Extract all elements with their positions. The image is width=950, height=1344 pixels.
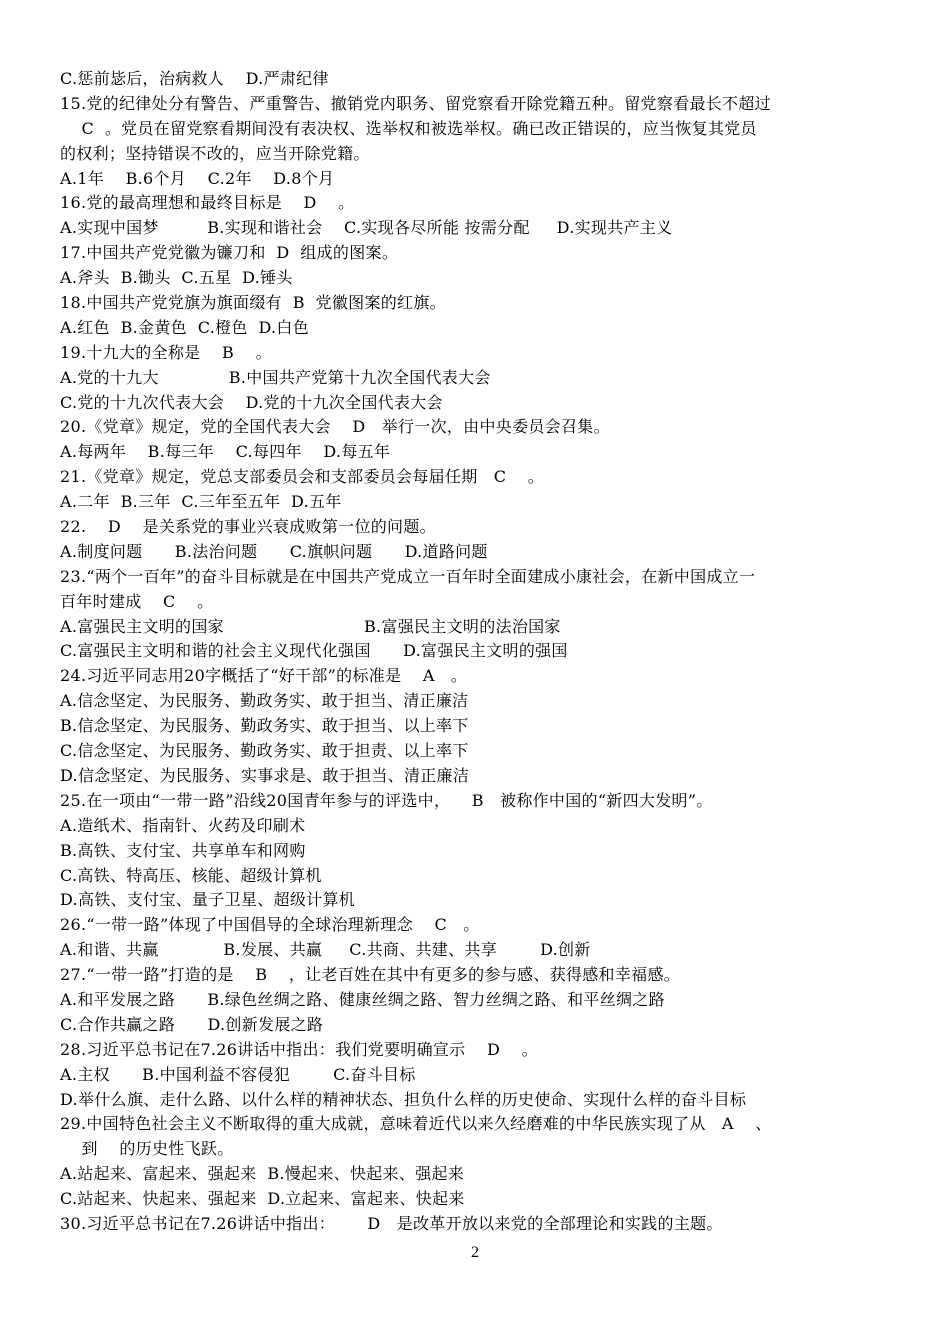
text-line: A.实现中国梦 B.实现和谐社会 C.实现各尽所能 按需分配 D.实现共产主义 (60, 218, 673, 238)
text-line: 到 的历史性飞跃。 (60, 1139, 234, 1159)
text-line: 的权利；坚持错误不改的，应当开除党籍。 (60, 143, 370, 163)
text-line: A.和平发展之路 B.绿色丝绸之路、健康丝绸之路、智力丝绸之路、和平丝绸之路 (60, 989, 665, 1009)
text-line: C.富强民主文明和谐的社会主义现代化强国 D.富强民主文明的强国 (60, 641, 568, 661)
text-line: A.造纸术、指南针、火药及印刷术 (60, 815, 306, 835)
text-line: 22. D 是关系党的事业兴衰成败第一位的问题。 (60, 517, 436, 537)
text-line: 20.《党章》规定，党的全国代表大会 D 举行一次，由中央委员会召集。 (60, 417, 610, 437)
text-line: C 。党员在留党察看期间没有表决权、选举权和被选举权。确已改正错误的，应当恢复其党员 (60, 118, 757, 138)
text-line: 29.中国特色社会主义不断取得的重大成就，意味着近代以来久经磨难的中华民族实现了从 A 、 (60, 1114, 772, 1134)
text-line: A.二年 B.三年 C.三年至五年 D.五年 (60, 492, 342, 512)
text-line: 18.中国共产党党旗为旗面缀有 B 党徽图案的红旗。 (60, 293, 446, 313)
text-line: C.党的十九次代表大会 D.党的十九次全国代表大会 (60, 392, 443, 412)
text-line: 25.在一项由“一带一路”沿线20国青年参与的评选中， B 被称作中国的“新四大发明”。 (60, 790, 713, 810)
text-line: C.高铁、特高压、核能、超级计算机 (60, 865, 322, 885)
text-line: A.主权 B.中国利益不容侵犯 C.奋斗目标 (60, 1064, 416, 1084)
text-line: C.惩前毖后，治病救人 D.严肃纪律 (60, 69, 329, 88)
text-line: C.站起来、快起来、强起来 D.立起来、富起来、快起来 (60, 1189, 465, 1209)
text-line: D.举什么旗、走什么路、以什么样的精神状态、担负什么样的历史使命、实现什么样的奋斗目标 (60, 1089, 747, 1109)
text-line: A.和谐、共赢 B.发展、共赢 C.共商、共建、共享 D.创新 (60, 940, 591, 960)
text-line: 21.《党章》规定，党总支部委员会和支部委员会每届任期 C 。 (60, 467, 545, 487)
text-line: A.斧头 B.锄头 C.五星 D.锤头 (60, 268, 293, 288)
text-line: A.富强民主文明的国家 B.富强民主文明的法治国家 (60, 616, 561, 636)
text-line: 28.习近平总书记在7.26讲话中指出：我们党要明确宣示 D 。 (60, 1039, 538, 1059)
text-line: A.1年 B.6个月 C.2年 D.8个月 (60, 168, 335, 188)
text-line: A.每两年 B.每三年 C.每四年 D.每五年 (60, 442, 391, 462)
text-line: A.党的十九大 B.中国共产党第十九次全国代表大会 (60, 367, 491, 387)
text-line: A.站起来、富起来、强起来 B.慢起来、快起来、强起来 (60, 1164, 465, 1184)
text-line: 26.“一带一路”体现了中国倡导的全球治理新理念 C 。 (60, 915, 480, 935)
text-line: C.信念坚定、为民服务、勤政务实、敢于担责、以上率下 (60, 741, 469, 761)
text-line: 百年时建成 C 。 (60, 591, 214, 611)
text-line: 17.中国共产党党徽为镰刀和 D 组成的图案。 (60, 243, 399, 263)
text-line: 16.党的最高理想和最终目标是 D 。 (60, 193, 355, 213)
text-line: 23.“两个一百年”的奋斗目标就是在中国共产党成立一百年时全面建成小康社会，在新中国成立一 (60, 566, 756, 586)
text-line: 27.“一带一路”打造的是 B ，让老百姓在其中有更多的参与感、获得感和幸福感。 (60, 965, 681, 985)
text-line: C.合作共赢之路 D.创新发展之路 (60, 1014, 324, 1034)
document-body (60, 67, 900, 1237)
page-number: 2 (471, 1244, 479, 1261)
text-line: 15.党的纪律处分有警告、严重警告、撤销党内职务、留党察看开除党籍五种。留党察看最长不超过 (60, 93, 771, 113)
text-line: B.信念坚定、为民服务、勤政务实、敢于担当、以上率下 (60, 716, 469, 736)
text-line: B.高铁、支付宝、共享单车和网购 (60, 840, 306, 860)
text-line: D.高铁、支付宝、量子卫星、超级计算机 (60, 890, 356, 910)
text-line: 30.习近平总书记在7.26讲话中指出： D 是改革开放以来党的全部理论和实践的主题。 (60, 1213, 723, 1233)
text-line: A.红色 B.金黄色 C.橙色 D.白色 (60, 317, 310, 337)
text-line: A.信念坚定、为民服务、勤政务实、敢于担当、清正廉洁 (60, 691, 469, 711)
text-line: A.制度问题 B.法治问题 C.旗帜问题 D.道路问题 (60, 541, 488, 561)
text-line: D.信念坚定、为民服务、实事求是、敢于担当、清正廉洁 (60, 765, 470, 785)
text-line: 24.习近平同志用20字概括了“好干部”的标准是 A 。 (60, 666, 468, 686)
text-line: 19.十九大的全称是 B 。 (60, 342, 272, 362)
